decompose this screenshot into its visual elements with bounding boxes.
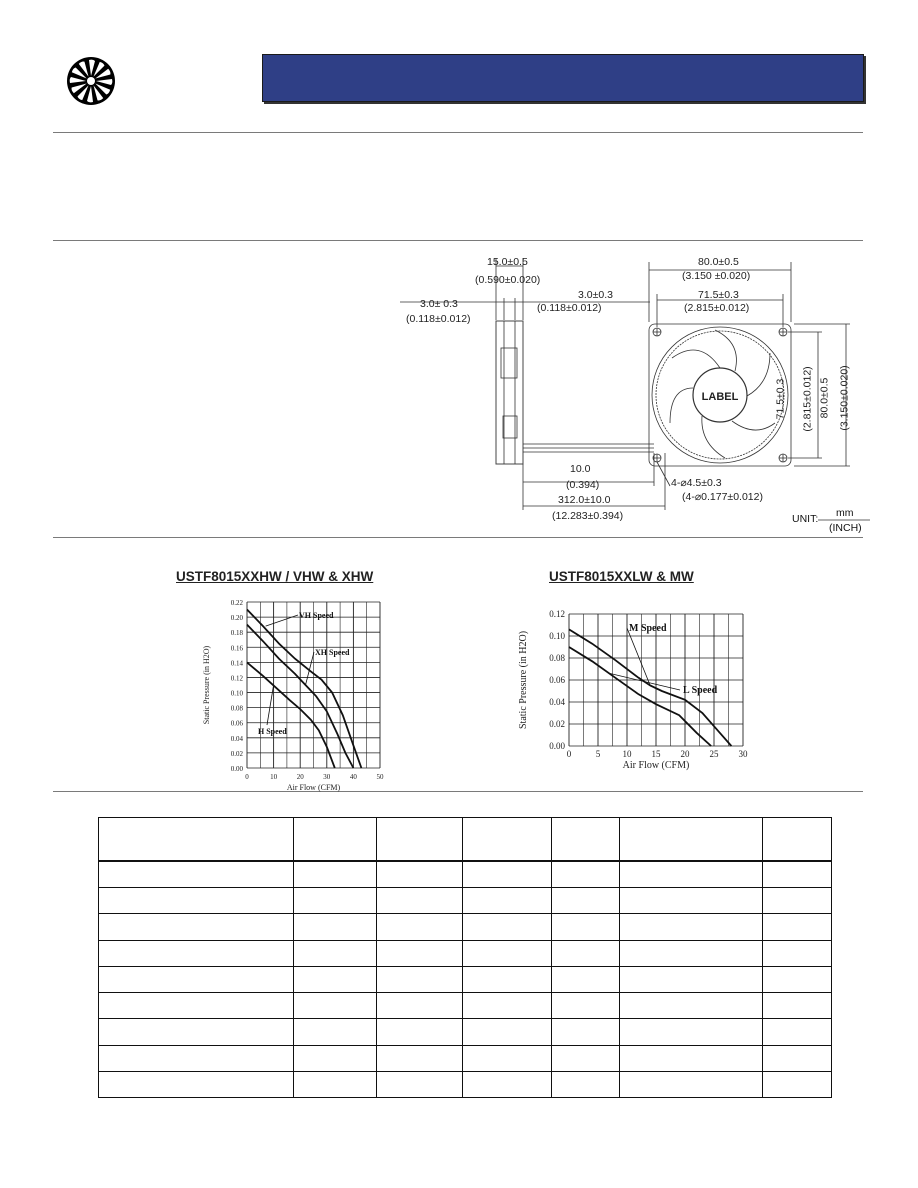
dim-rib-left-mm: 3.0± 0.3 xyxy=(420,298,458,310)
x-tick-label: 0 xyxy=(245,773,249,781)
unit-mm: mm xyxy=(836,507,854,519)
table-cell xyxy=(762,914,831,940)
table-cell xyxy=(762,861,831,888)
table-cell xyxy=(552,914,620,940)
table-cell xyxy=(293,1019,376,1045)
table-cell xyxy=(620,861,762,888)
table-cell xyxy=(552,966,620,992)
table-cell xyxy=(620,1019,762,1045)
y-tick-label: 0.20 xyxy=(230,614,243,623)
dim-vert-pitch-mm: 71.5±0.3 xyxy=(774,378,787,420)
table-cell xyxy=(293,818,376,861)
x-axis-label: Air Flow (CFM) xyxy=(622,760,690,771)
table-cell xyxy=(376,888,462,914)
table-cell xyxy=(376,1019,462,1045)
x-tick-label: 10 xyxy=(622,749,632,759)
table-header-row xyxy=(99,818,832,861)
y-tick-label: 0.02 xyxy=(230,749,243,758)
table-cell xyxy=(762,966,831,992)
x-tick-label: 50 xyxy=(376,773,384,781)
table-cell xyxy=(99,888,294,914)
table-cell xyxy=(376,1045,462,1071)
table-cell xyxy=(552,818,620,861)
table-cell xyxy=(293,1045,376,1071)
series-label: XH Speed xyxy=(315,648,350,657)
table-cell xyxy=(620,1045,762,1071)
table-cell xyxy=(293,966,376,992)
x-tick-label: 10 xyxy=(270,773,278,781)
dim-thickness-in: (0.590±0.020) xyxy=(475,274,541,286)
chart-hw-vhw-xhw xyxy=(195,594,395,792)
dim-strip-mm: 10.0 xyxy=(570,463,591,475)
table-cell xyxy=(463,914,552,940)
table-cell xyxy=(620,888,762,914)
table-cell xyxy=(376,940,462,966)
divider-charts xyxy=(53,537,863,538)
x-tick-label: 30 xyxy=(323,773,331,781)
series-label: VH Speed xyxy=(299,611,334,620)
table-cell xyxy=(376,818,462,861)
dim-vert-width-in: (3.150±0.020) xyxy=(838,365,851,431)
table-cell xyxy=(762,888,831,914)
y-axis-label: Static Pressure (in H2O) xyxy=(202,645,211,725)
series-label: L Speed xyxy=(683,685,718,696)
table-cell xyxy=(376,1071,462,1097)
table-cell xyxy=(463,888,552,914)
chart-lw-mw xyxy=(515,606,755,778)
y-tick-label: 0.08 xyxy=(230,704,243,713)
table-cell xyxy=(552,1019,620,1045)
table-cell xyxy=(762,993,831,1019)
table-cell xyxy=(99,861,294,888)
y-tick-label: 0.04 xyxy=(549,697,565,707)
table-cell xyxy=(552,1045,620,1071)
chart-1-title: USTF8015XXHW / VHW & XHW xyxy=(176,569,374,584)
label-leader xyxy=(267,685,274,725)
dimension-drawing xyxy=(370,248,870,533)
dim-lead-in: (12.283±0.394) xyxy=(552,510,624,522)
title-banner xyxy=(262,54,864,102)
y-tick-label: 0.18 xyxy=(230,629,243,638)
series-label: H Speed xyxy=(258,727,287,736)
y-tick-label: 0.00 xyxy=(549,741,565,751)
table-cell xyxy=(376,966,462,992)
table-cell xyxy=(620,914,762,940)
dim-lead-mm: 312.0±10.0 xyxy=(558,494,611,506)
table-cell xyxy=(99,1045,294,1071)
unit-label: UNIT: xyxy=(792,513,819,525)
table-row xyxy=(99,1019,832,1045)
table-cell xyxy=(99,1019,294,1045)
fan-label-text: LABEL xyxy=(701,391,739,403)
table-cell xyxy=(99,966,294,992)
x-tick-label: 5 xyxy=(595,749,601,759)
y-tick-label: 0.06 xyxy=(230,719,243,728)
x-tick-label: 0 xyxy=(566,749,572,759)
table-row xyxy=(99,993,832,1019)
y-tick-label: 0.12 xyxy=(549,609,565,619)
table-cell xyxy=(293,993,376,1019)
x-tick-label: 20 xyxy=(296,773,304,781)
dim-holes-mm: 4-⌀4.5±0.3 xyxy=(671,477,722,489)
table-row xyxy=(99,940,832,966)
dim-thickness-mm: 15.0±0.5 xyxy=(487,256,528,268)
table-cell xyxy=(552,888,620,914)
table-cell xyxy=(762,940,831,966)
x-tick-label: 40 xyxy=(349,773,357,781)
table-cell xyxy=(293,1071,376,1097)
dim-holes-in: (4-⌀0.177±0.012) xyxy=(682,491,763,503)
table-cell xyxy=(376,861,462,888)
dim-vert-width-mm: 80.0±0.5 xyxy=(818,377,831,419)
dim-hole-pitch-mm: 71.5±0.3 xyxy=(698,289,739,301)
x-tick-label: 20 xyxy=(680,749,690,759)
table-cell xyxy=(620,818,762,861)
y-tick-label: 0.00 xyxy=(230,765,243,773)
table-row xyxy=(99,888,832,914)
table-cell xyxy=(99,914,294,940)
y-tick-label: 0.10 xyxy=(549,631,565,641)
table-cell xyxy=(99,993,294,1019)
table-cell xyxy=(293,888,376,914)
divider-table xyxy=(53,791,863,792)
table-row xyxy=(99,966,832,992)
table-cell xyxy=(463,861,552,888)
table-cell xyxy=(463,993,552,1019)
y-tick-label: 0.22 xyxy=(230,599,243,607)
table-cell xyxy=(376,914,462,940)
y-axis-label: Static Pressure (in H2O) xyxy=(518,630,529,730)
y-tick-label: 0.16 xyxy=(230,644,243,653)
table-cell xyxy=(463,1071,552,1097)
table-cell xyxy=(293,940,376,966)
fan-logo-icon xyxy=(66,56,116,106)
series-line-l-speed xyxy=(569,647,711,746)
label-leader xyxy=(266,615,298,626)
unit-inch: (INCH) xyxy=(829,522,862,534)
table-cell xyxy=(620,1071,762,1097)
series-label: M Speed xyxy=(629,623,667,634)
dim-rib-right-in: (0.118±0.012) xyxy=(537,302,602,314)
divider-drawing xyxy=(53,240,863,241)
table-cell xyxy=(99,818,294,861)
table-cell xyxy=(376,993,462,1019)
series-line-vh-speed xyxy=(247,610,361,769)
table-cell xyxy=(762,1071,831,1097)
table-cell xyxy=(293,914,376,940)
dim-width-mm: 80.0±0.5 xyxy=(698,256,739,268)
dim-rib-left-in: (0.118±0.012) xyxy=(406,313,471,325)
table-cell xyxy=(552,993,620,1019)
divider-top xyxy=(53,132,863,133)
table-row xyxy=(99,914,832,940)
dim-rib-right-mm: 3.0±0.3 xyxy=(578,289,613,301)
x-tick-label: 15 xyxy=(651,749,661,759)
table-cell xyxy=(463,966,552,992)
spec-table xyxy=(98,817,832,1098)
table-cell xyxy=(620,966,762,992)
table-cell xyxy=(620,993,762,1019)
table-cell xyxy=(552,861,620,888)
table-cell xyxy=(620,940,762,966)
y-tick-label: 0.08 xyxy=(549,653,565,663)
table-cell xyxy=(552,1071,620,1097)
dim-width-in: (3.150 ±0.020) xyxy=(682,270,751,282)
dim-vert-pitch-in: (2.815±0.012) xyxy=(801,366,814,432)
table-cell xyxy=(99,1071,294,1097)
table-row xyxy=(99,861,832,888)
y-tick-label: 0.04 xyxy=(230,734,243,743)
table-cell xyxy=(762,1045,831,1071)
x-tick-label: 30 xyxy=(738,749,748,759)
y-tick-label: 0.06 xyxy=(549,675,565,685)
dim-strip-in: (0.394) xyxy=(566,479,600,491)
table-cell xyxy=(552,940,620,966)
y-tick-label: 0.02 xyxy=(549,719,565,729)
y-tick-label: 0.10 xyxy=(230,689,243,698)
table-cell xyxy=(463,1019,552,1045)
y-tick-label: 0.14 xyxy=(230,659,243,668)
table-cell xyxy=(762,1019,831,1045)
table-row xyxy=(99,1071,832,1097)
table-cell xyxy=(463,940,552,966)
x-axis-label: Air Flow (CFM) xyxy=(286,783,341,792)
chart-2-title: USTF8015XXLW & MW xyxy=(549,569,694,584)
y-tick-label: 0.12 xyxy=(230,674,243,683)
table-row xyxy=(99,1045,832,1071)
x-tick-label: 25 xyxy=(709,749,719,759)
table-cell xyxy=(293,861,376,888)
table-cell xyxy=(463,1045,552,1071)
table-cell xyxy=(99,940,294,966)
table-cell xyxy=(463,818,552,861)
dim-hole-pitch-in: (2.815±0.012) xyxy=(684,302,750,314)
table-cell xyxy=(762,818,831,861)
